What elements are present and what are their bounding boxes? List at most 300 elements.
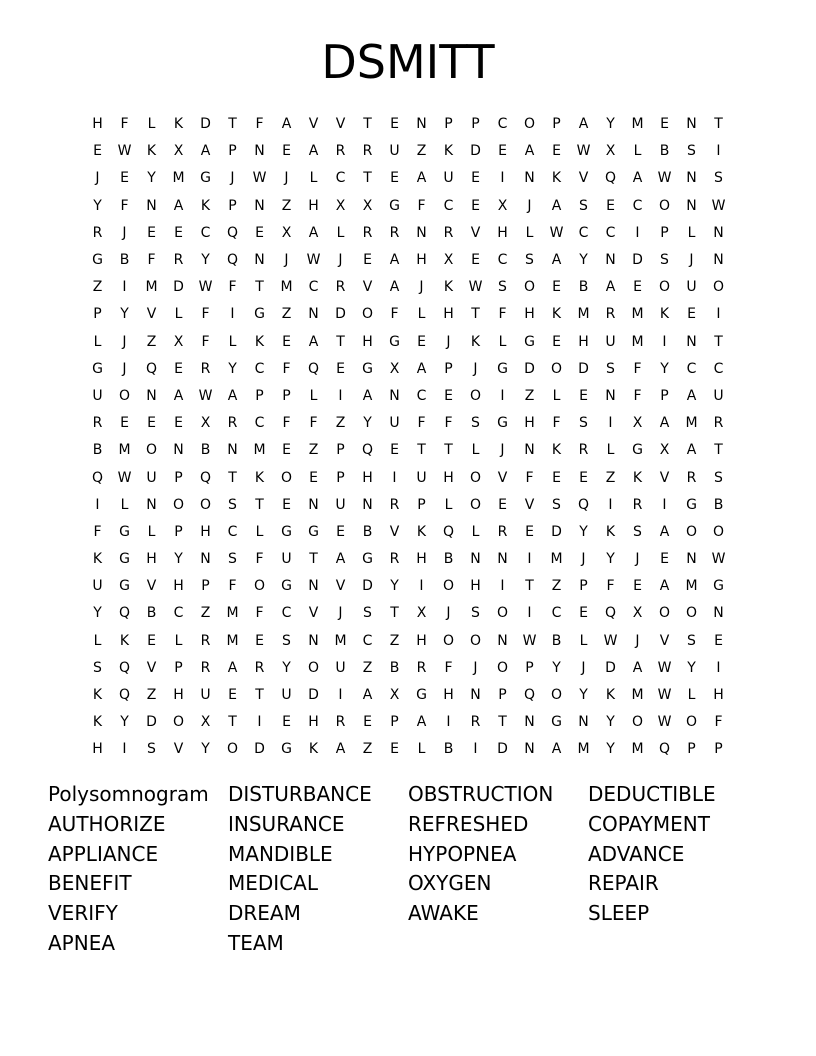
grid-letter: Z [389, 632, 400, 649]
grid-letter: H [92, 116, 103, 133]
grid-letter: I [662, 496, 667, 513]
grid-letter: R [389, 551, 400, 568]
grid-letter: S [579, 197, 588, 214]
grid-letter: E [174, 224, 183, 241]
grid-letter: P [201, 578, 210, 595]
grid-letter: R [200, 659, 211, 676]
grid-row [84, 600, 734, 627]
grid-letter: A [227, 387, 238, 404]
grid-letter: W [657, 170, 672, 187]
grid-letter: D [578, 360, 589, 377]
grid-row [84, 193, 734, 220]
grid-letter: F [147, 252, 156, 269]
grid-letter: X [362, 197, 373, 214]
grid-letter: S [633, 523, 642, 540]
grid-letter: E [255, 224, 264, 241]
grid-letter: S [228, 496, 237, 513]
grid-letter: M [631, 741, 644, 758]
grid-row [84, 709, 734, 736]
grid-row [84, 546, 734, 573]
grid-letter: O [712, 279, 725, 296]
grid-letter: Z [308, 442, 319, 459]
grid-letter: W [468, 279, 483, 296]
grid-letter: S [579, 415, 588, 432]
grid-letter: X [416, 605, 427, 622]
grid-letter: M [334, 632, 347, 649]
grid-letter: H [173, 687, 184, 704]
grid-letter: L [174, 306, 183, 323]
grid-letter: E [633, 578, 642, 595]
grid-letter: O [469, 496, 482, 513]
grid-letter: I [95, 496, 100, 513]
grid-letter: E [120, 170, 129, 187]
grid-letter: K [659, 306, 670, 323]
grid-letter: L [525, 224, 534, 241]
grid-letter: U [146, 469, 157, 486]
grid-row [84, 437, 734, 464]
grid-letter: Y [552, 659, 561, 676]
grid-letter: G [92, 252, 103, 269]
grid-letter: H [308, 714, 319, 731]
grid-letter: F [309, 415, 318, 432]
grid-letter: C [551, 605, 562, 622]
grid-letter: S [714, 469, 723, 486]
grid-letter: E [282, 714, 291, 731]
grid-letter: O [172, 714, 185, 731]
grid-letter: O [685, 523, 698, 540]
grid-letter: Q [307, 360, 320, 377]
grid-letter: G [632, 442, 643, 459]
grid-letter: R [713, 415, 724, 432]
grid-letter: N [200, 551, 211, 568]
grid-letter: Q [226, 224, 239, 241]
grid-letter: N [308, 632, 319, 649]
grid-letter: F [606, 578, 615, 595]
word-list-item: APNEA [48, 930, 116, 955]
grid-letter: L [471, 442, 480, 459]
grid-letter: L [147, 116, 156, 133]
grid-letter: E [282, 143, 291, 160]
grid-letter: H [416, 632, 427, 649]
grid-letter: F [552, 415, 561, 432]
grid-letter: U [443, 170, 454, 187]
grid-letter: M [685, 415, 698, 432]
grid-letter: N [470, 551, 481, 568]
grid-letter: T [714, 442, 723, 459]
grid-letter: Z [362, 741, 373, 758]
grid-letter: R [362, 143, 373, 160]
word-list-item: COPAYMENT [588, 811, 710, 836]
grid-letter: L [417, 306, 426, 323]
grid-letter: O [496, 605, 509, 622]
grid-letter: O [469, 632, 482, 649]
grid-letter: V [389, 523, 400, 540]
grid-letter: Y [93, 197, 102, 214]
grid-letter: F [255, 605, 264, 622]
grid-letter: J [122, 333, 127, 350]
grid-letter: G [497, 415, 508, 432]
grid-letter: W [657, 687, 672, 704]
grid-letter: M [280, 279, 293, 296]
grid-letter: B [443, 551, 454, 568]
grid-letter: A [362, 687, 373, 704]
grid-letter: W [117, 469, 132, 486]
grid-letter: E [147, 415, 156, 432]
grid-letter: C [335, 170, 346, 187]
grid-letter: T [228, 116, 237, 133]
grid-letter: C [416, 387, 427, 404]
grid-letter: N [146, 496, 157, 513]
grid-letter: E [498, 143, 507, 160]
grid-letter: Q [199, 469, 212, 486]
grid-letter: N [605, 252, 616, 269]
grid-letter: B [551, 632, 562, 649]
grid-letter: V [146, 306, 157, 323]
grid-letter: J [527, 197, 532, 214]
grid-letter: H [524, 306, 535, 323]
grid-letter: G [389, 197, 400, 214]
grid-letter: G [362, 360, 373, 377]
grid-letter: O [658, 197, 671, 214]
grid-letter: A [605, 279, 616, 296]
grid-letter: E [525, 523, 534, 540]
grid-letter: H [416, 252, 427, 269]
grid-letter: B [389, 659, 400, 676]
grid-letter: N [254, 143, 265, 160]
grid-letter: U [200, 687, 211, 704]
grid-letter: Z [551, 578, 562, 595]
word-list-item: REFRESHED [408, 811, 529, 836]
grid-letter: S [147, 741, 156, 758]
grid-letter: Y [201, 741, 210, 758]
grid-letter: C [254, 360, 265, 377]
grid-letter: I [338, 687, 343, 704]
grid-row [84, 111, 734, 138]
grid-letter: M [631, 116, 644, 133]
grid-letter: G [416, 687, 427, 704]
grid-letter: C [227, 523, 238, 540]
grid-letter: G [497, 360, 508, 377]
grid-letter: Z [605, 469, 616, 486]
grid-letter: I [716, 306, 721, 323]
grid-letter: D [254, 741, 265, 758]
grid-letter: K [254, 333, 265, 350]
grid-letter: T [228, 469, 237, 486]
grid-letter: F [714, 714, 723, 731]
grid-letter: B [443, 741, 454, 758]
grid-letter: P [579, 578, 588, 595]
grid-letter: Z [146, 333, 157, 350]
grid-letter: N [524, 741, 535, 758]
grid-row [84, 410, 734, 437]
grid-letter: Y [228, 360, 237, 377]
grid-letter: A [416, 170, 427, 187]
grid-letter: P [174, 469, 183, 486]
grid-letter: H [443, 469, 454, 486]
grid-letter: T [471, 306, 480, 323]
grid-letter: K [416, 523, 427, 540]
grid-letter: E [390, 116, 399, 133]
grid-letter: L [606, 442, 615, 459]
grid-letter: A [578, 116, 589, 133]
word-search-grid [84, 111, 734, 764]
grid-letter: N [686, 197, 697, 214]
grid-letter: O [631, 714, 644, 731]
grid-letter: E [228, 687, 237, 704]
grid-letter: N [254, 197, 265, 214]
grid-letter: A [551, 741, 562, 758]
grid-letter: E [471, 252, 480, 269]
grid-letter: L [417, 741, 426, 758]
word-list-item: INSURANCE [228, 811, 345, 836]
grid-letter: I [500, 387, 505, 404]
grid-letter: I [257, 714, 262, 731]
grid-letter: T [363, 170, 372, 187]
word-list-item: MEDICAL [228, 871, 318, 896]
grid-letter: N [389, 387, 400, 404]
grid-letter: Z [362, 659, 373, 676]
grid-row [84, 165, 734, 192]
grid-letter: H [470, 578, 481, 595]
grid-letter: U [416, 469, 427, 486]
grid-letter: L [228, 333, 237, 350]
grid-letter: E [552, 333, 561, 350]
grid-letter: I [608, 415, 613, 432]
grid-letter: S [471, 605, 480, 622]
grid-letter: Y [147, 170, 156, 187]
grid-letter: K [605, 523, 616, 540]
grid-letter: R [227, 415, 238, 432]
grid-letter: E [93, 143, 102, 160]
grid-letter: E [120, 415, 129, 432]
grid-letter: A [335, 551, 346, 568]
grid-letter: R [362, 224, 373, 241]
grid-letter: S [687, 143, 696, 160]
grid-letter: I [527, 551, 532, 568]
grid-letter: Z [146, 687, 157, 704]
grid-letter: N [308, 578, 319, 595]
grid-letter: S [363, 605, 372, 622]
grid-row [84, 138, 734, 165]
grid-letter: E [660, 551, 669, 568]
grid-letter: T [444, 442, 453, 459]
grid-letter: N [416, 116, 427, 133]
grid-letter: X [200, 714, 211, 731]
grid-letter: E [417, 333, 426, 350]
grid-letter: J [95, 170, 100, 187]
grid-letter: M [631, 333, 644, 350]
grid-row [84, 655, 734, 682]
grid-letter: E [552, 469, 561, 486]
grid-letter: B [713, 496, 724, 513]
word-list-item: AWAKE [408, 901, 479, 926]
grid-letter: P [93, 306, 102, 323]
grid-letter: O [199, 496, 212, 513]
grid-letter: J [122, 360, 127, 377]
grid-row [84, 682, 734, 709]
grid-letter: N [686, 170, 697, 187]
grid-letter: Y [363, 415, 372, 432]
grid-letter: A [686, 442, 697, 459]
grid-letter: X [173, 333, 184, 350]
grid-letter: J [284, 252, 289, 269]
grid-row [84, 220, 734, 247]
grid-letter: H [362, 333, 373, 350]
grid-letter: T [498, 714, 507, 731]
grid-letter: Q [658, 741, 671, 758]
grid-letter: A [524, 143, 535, 160]
grid-letter: J [230, 170, 235, 187]
grid-letter: I [500, 578, 505, 595]
grid-letter: N [686, 333, 697, 350]
grid-letter: Y [390, 578, 399, 595]
grid-letter: G [200, 170, 211, 187]
grid-letter: Q [523, 687, 536, 704]
grid-letter: L [309, 387, 318, 404]
grid-letter: E [498, 496, 507, 513]
grid-letter: Y [606, 741, 615, 758]
grid-letter: F [633, 387, 642, 404]
grid-letter: T [417, 442, 426, 459]
grid-letter: U [335, 496, 346, 513]
grid-letter: J [635, 632, 640, 649]
grid-letter: B [200, 442, 211, 459]
grid-letter: O [550, 687, 563, 704]
grid-letter: I [446, 714, 451, 731]
grid-letter: T [336, 333, 345, 350]
grid-letter: U [335, 659, 346, 676]
grid-letter: N [254, 252, 265, 269]
grid-letter: L [336, 224, 345, 241]
grid-letter: B [659, 143, 670, 160]
grid-letter: K [173, 116, 184, 133]
grid-letter: J [338, 252, 343, 269]
grid-letter: P [444, 116, 453, 133]
grid-letter: V [308, 605, 319, 622]
grid-letter: X [632, 605, 643, 622]
grid-letter: F [201, 306, 210, 323]
grid-letter: G [686, 496, 697, 513]
grid-letter: C [443, 197, 454, 214]
grid-row [84, 247, 734, 274]
grid-letter: K [470, 333, 481, 350]
grid-letter: Y [579, 687, 588, 704]
grid-letter: P [228, 197, 237, 214]
grid-letter: Y [120, 714, 129, 731]
grid-letter: R [389, 496, 400, 513]
grid-letter: F [282, 360, 291, 377]
grid-letter: I [473, 741, 478, 758]
grid-letter: K [146, 143, 157, 160]
grid-row [84, 383, 734, 410]
grid-letter: W [252, 170, 267, 187]
grid-letter: L [309, 170, 318, 187]
grid-letter: O [469, 469, 482, 486]
grid-letter: C [686, 360, 697, 377]
grid-letter: F [255, 551, 264, 568]
grid-letter: X [605, 143, 616, 160]
grid-letter: D [632, 252, 643, 269]
grid-letter: L [471, 523, 480, 540]
grid-letter: R [335, 714, 346, 731]
grid-letter: J [446, 333, 451, 350]
grid-letter: P [660, 224, 669, 241]
grid-letter: G [524, 333, 535, 350]
grid-letter: B [92, 442, 103, 459]
grid-letter: A [686, 387, 697, 404]
grid-letter: P [174, 523, 183, 540]
grid-letter: A [389, 279, 400, 296]
grid-letter: P [525, 659, 534, 676]
grid-letter: S [93, 659, 102, 676]
word-list-item: DEDUCTIBLE [588, 782, 716, 806]
grid-letter: L [120, 496, 129, 513]
grid-letter: A [389, 252, 400, 269]
grid-letter: P [714, 741, 723, 758]
grid-letter: W [657, 659, 672, 676]
grid-row [84, 573, 734, 600]
grid-letter: N [497, 632, 508, 649]
grid-letter: M [118, 442, 131, 459]
grid-letter: N [227, 442, 238, 459]
grid-letter: J [581, 551, 586, 568]
grid-letter: W [117, 143, 132, 160]
grid-letter: L [633, 143, 642, 160]
grid-letter: W [198, 387, 213, 404]
grid-letter: T [714, 333, 723, 350]
grid-letter: O [523, 279, 536, 296]
grid-letter: D [146, 714, 157, 731]
grid-letter: D [497, 741, 508, 758]
grid-letter: W [711, 197, 726, 214]
grid-letter: D [524, 360, 535, 377]
grid-letter: O [712, 523, 725, 540]
grid-letter: K [200, 197, 211, 214]
grid-letter: I [527, 605, 532, 622]
grid-letter: A [308, 143, 319, 160]
grid-letter: M [145, 279, 158, 296]
grid-letter: J [473, 659, 478, 676]
grid-letter: W [603, 632, 618, 649]
grid-letter: A [551, 197, 562, 214]
word-list-item: REPAIR [588, 871, 659, 896]
grid-letter: T [255, 687, 264, 704]
grid-letter: A [308, 224, 319, 241]
grid-letter: H [308, 197, 319, 214]
grid-letter: Z [200, 605, 211, 622]
grid-letter: L [174, 632, 183, 649]
grid-letter: M [172, 170, 185, 187]
grid-letter: A [200, 143, 211, 160]
grid-letter: I [338, 387, 343, 404]
grid-letter: E [390, 741, 399, 758]
grid-letter: Y [201, 252, 210, 269]
grid-letter: O [442, 632, 455, 649]
grid-row [84, 301, 734, 328]
grid-letter: Z [281, 197, 292, 214]
grid-letter: O [145, 442, 158, 459]
grid-letter: P [444, 360, 453, 377]
grid-letter: U [92, 578, 103, 595]
grid-letter: O [253, 578, 266, 595]
grid-letter: R [92, 224, 103, 241]
grid-letter: B [146, 605, 157, 622]
grid-letter: D [200, 116, 211, 133]
grid-letter: N [524, 170, 535, 187]
word-list [48, 780, 768, 959]
grid-letter: N [524, 714, 535, 731]
grid-letter: R [254, 659, 265, 676]
